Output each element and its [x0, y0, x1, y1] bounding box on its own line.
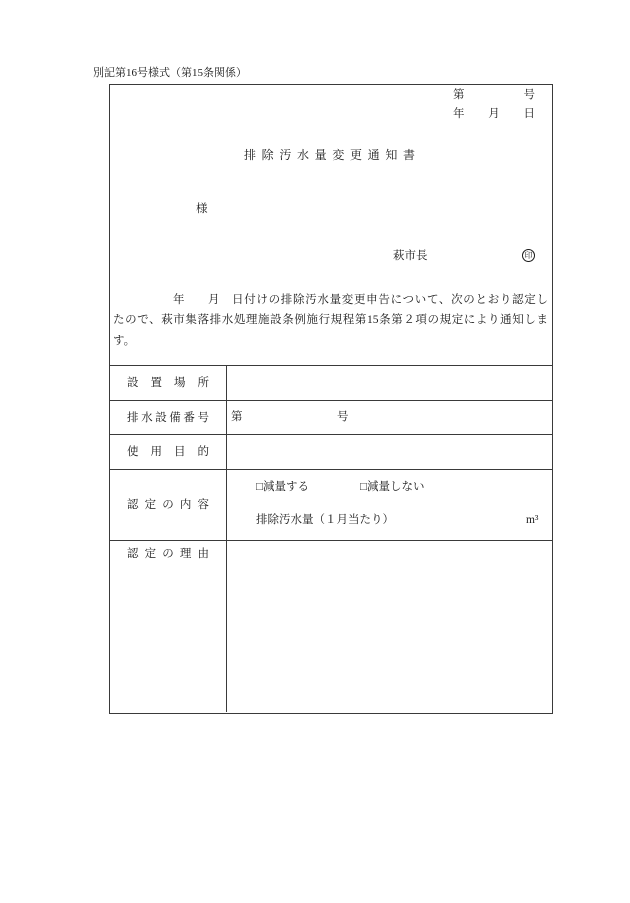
row-purpose-of-use — [110, 434, 552, 469]
addressee-honorific: 様 — [196, 203, 208, 215]
discharge-volume-label: 排除汚水量（１月当たり） — [256, 514, 394, 526]
body-line-1: 日付けの排除汚水量変更申告について、次のとおり認定し — [232, 294, 548, 306]
body-line-2: たので、萩市集落排水処理施設条例施行規程第15条第２項の規定により通知しま — [113, 314, 548, 326]
volume-unit: m³ — [526, 514, 539, 526]
row-certification-content — [110, 469, 552, 540]
date-month: 月 — [488, 108, 500, 120]
certification-content-value — [227, 470, 552, 540]
label-cell — [110, 401, 227, 434]
certification-content-label: 認定の内容 — [127, 499, 209, 511]
equipment-number-suffix: 号 — [337, 411, 349, 423]
document-number-suffix: 号 — [523, 89, 535, 101]
installation-location-value — [227, 366, 552, 400]
option-reduce-checkbox: □減量する — [256, 481, 309, 493]
document-title: 排除汚水量変更通知書 — [244, 148, 415, 162]
seal-icon: 印 — [522, 249, 535, 262]
drainage-equipment-number-label: 排水設備番号 — [127, 411, 209, 424]
document-number-prefix: 第 — [453, 89, 465, 101]
label-cell — [110, 366, 227, 400]
label-cell — [110, 541, 227, 712]
drainage-equipment-number-value — [227, 401, 552, 434]
date-day: 日 — [523, 108, 535, 120]
purpose-of-use-value — [227, 435, 552, 469]
equipment-number-prefix: 第 — [231, 411, 243, 423]
label-cell — [110, 470, 227, 540]
purpose-of-use-label: 使用目的 — [127, 446, 209, 458]
body-line-3: す。 — [113, 335, 136, 347]
date-year: 年 — [453, 108, 465, 120]
row-certification-reason — [110, 540, 552, 712]
document-number — [453, 88, 535, 102]
form-reference: 別記第16号様式（第15条関係） — [93, 67, 247, 79]
installation-location-label: 設置場所 — [127, 377, 209, 389]
certification-reason-value — [227, 541, 552, 712]
body-date-year: 年 — [173, 294, 185, 306]
notice-form-frame — [109, 84, 553, 714]
row-installation-location — [110, 365, 552, 400]
issuer-name: 萩市長 — [393, 250, 428, 262]
document-date — [453, 107, 535, 121]
certification-reason-label: 認定の理由 — [127, 548, 209, 560]
details-table — [110, 365, 552, 712]
row-drainage-equipment-number — [110, 400, 552, 434]
label-cell — [110, 435, 227, 469]
body-date-month: 月 — [208, 294, 220, 306]
option-no-reduce-checkbox: □減量しない — [360, 481, 425, 493]
